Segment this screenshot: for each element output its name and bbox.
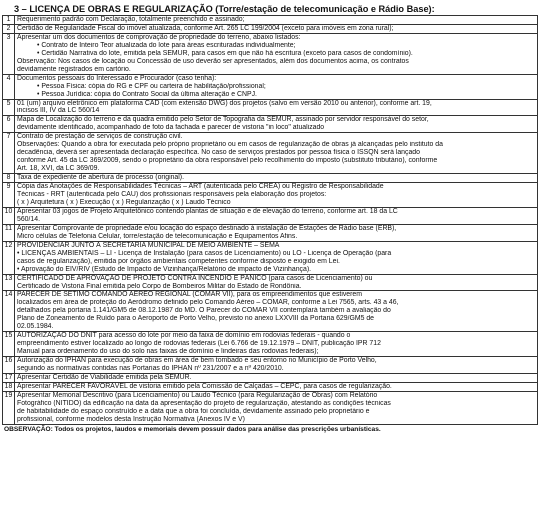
requirement-text-line: Apresentar Certidão de Viabilidade emitida pela SEMUR.	[17, 373, 192, 381]
requirement-text-line: • Pessoa Física: cópia do RG e CPF ou carteira de habilitação/profissional;	[37, 82, 266, 90]
requirement-text	[15, 16, 538, 25]
requirement-row	[3, 357, 538, 374]
requirement-text-line: 560/14.	[17, 215, 40, 223]
requirement-text-line: Micro células de Telefonia Celular, torre/estação de telecomunicação e Equipamentos Afins.	[17, 232, 298, 240]
requirement-text-line: • Pessoa Jurídica: cópia do Contrato Social da última alteração e CNPJ.	[37, 90, 257, 98]
requirement-row	[3, 24, 538, 33]
requirement-text	[15, 274, 538, 291]
requirement-text	[15, 99, 538, 116]
requirement-row	[3, 373, 538, 382]
requirements-table-body	[3, 16, 538, 425]
requirement-text	[15, 207, 538, 224]
requirement-text-line: Documentos pessoais do Interessado e Procurador (caso tenha):	[17, 74, 217, 82]
requirement-number: 8	[3, 174, 15, 183]
requirement-text-line: Art. 18, XVI, da LC 369/09.	[17, 165, 100, 173]
requirement-text-line: • Aprovação do EIV/RIV (Estudo de Impacto de Vizinhança/Relatório de impacto de Vizinhança).	[17, 265, 312, 273]
requirement-number: 4	[3, 74, 15, 99]
requirement-row	[3, 332, 538, 357]
requirement-text	[15, 373, 538, 382]
requirement-text-line: casos de regularização), emitida por órgãos ambientais competentes conforme disposto e exigido em Lei.	[17, 257, 340, 265]
requirement-text	[15, 183, 538, 208]
requirement-text-line: devidamente identificado, acompanhado de foto da fachada e parecer de vistoria "in loco" atualizado	[17, 124, 325, 132]
requirement-text-line: Observação: Nos casos de locação ou Concessão de uso deverão ser apresentados, além dos documentos acima, os contratos	[17, 57, 409, 65]
requirement-row	[3, 291, 538, 332]
requirement-text-line: CERTIFICADO DE APROVAÇÃO DE PROJETO CONTRA INCÊNDIO E PÂNICO (para casos de Licenciamento) ou	[17, 274, 373, 282]
requirement-number: 14	[3, 291, 15, 332]
requirement-row	[3, 391, 538, 424]
requirement-text-line: detalhados pela portaria 1.141/GM5 de 08.12.1987 do MD. O Parecer do COMAR VII contemplará também a avaliação do	[17, 307, 391, 315]
requirement-text-line: 02.05.1984.	[17, 323, 54, 331]
requirement-number: 7	[3, 133, 15, 174]
requirement-text	[15, 291, 538, 332]
requirement-text-line: Contrato de prestação de serviços de construção civil.	[17, 133, 183, 141]
requirement-text	[15, 241, 538, 274]
requirement-row	[3, 207, 538, 224]
requirement-row	[3, 133, 538, 174]
requirement-number: 5	[3, 99, 15, 116]
requirement-number: 11	[3, 224, 15, 241]
requirement-text-line: Apresentar PARECER FAVORÁVEL de vistoria emitido pela Comissão de Calçadas – CEPC, para casos de regularização.	[17, 382, 392, 390]
requirement-text-line: AUTORIZAÇÃO DO DNIT para acesso do lote por meio da faixa de domínio em rodovias federais - quando o	[17, 332, 351, 340]
requirement-row	[3, 274, 538, 291]
section-title: 3 – LICENÇA DE OBRAS E REGULARIZAÇÃO (Torre/estação de telecomunicação e Rádio Base):	[14, 4, 435, 14]
requirement-text-line: Taxa de expediente de abertura de processo (original).	[17, 174, 185, 182]
requirement-number: 15	[3, 332, 15, 357]
requirement-text	[15, 357, 538, 374]
requirement-text-line: seguindo as normativas contidas nas Portarias do IPHAN nº 231/2007 e a nº 420/2010.	[17, 365, 284, 373]
requirement-number: 12	[3, 241, 15, 274]
requirement-text-line: empreendimento estiver localizado ao longo de rodovias federais (Lei 6.766 de 19.12.1979 – DNIT, publicação IPR 712	[17, 340, 381, 348]
requirement-text	[15, 382, 538, 391]
requirement-text-line: Cópia das Anotações de Responsabilidades Técnicas – ART (autenticada pelo CREA) ou Registro de Responsabilidade	[17, 183, 384, 191]
requirement-row	[3, 382, 538, 391]
requirement-text-line: Fotográfico (NITIDO) da edificação na data da apresentação do projeto de regularização, atestando as condições técnicas	[17, 399, 391, 407]
requirement-text-line: ( x ) Arquitetura ( x ) Execução ( x ) Regularização ( x ) Laudo Técnico	[17, 198, 231, 206]
footer-note: OBSERVAÇÃO: Todos os projetos, laudos e memoriais devem possuir dados para análise das prescrições urbanísticas.	[4, 425, 381, 433]
requirement-text-line: Apresentar 03 jogos de Projeto Arquitetônico contendo plantas de situação e de elevação do terreno, conforme art. 18 da LC	[17, 207, 398, 215]
requirement-text-line: Certidão de Regularidade Fiscal do imóvel atualizada, conforme Art. 265 LC 199/2004 (exceto para imóveis em zona rural);	[17, 24, 394, 32]
requirement-number: 18	[3, 382, 15, 391]
requirement-text	[15, 33, 538, 74]
requirement-row	[3, 241, 538, 274]
requirement-text-line: profissional, conforme modelos desta Instrução Normativa (Anexos IV e V)	[17, 415, 245, 423]
document-section	[2, 0, 540, 434]
requirement-row	[3, 224, 538, 241]
requirement-row	[3, 16, 538, 25]
requirement-text-line: Manual para ordenamento do uso do solo nas faixas de domínio e lindeiras das rodovias federais);	[17, 348, 319, 356]
requirement-text-line: Observações: Quando a obra for executada pelo próprio proprietário ou em casos de regularização de obras já alcançadas pelo instituto da	[17, 141, 443, 149]
requirement-text-line: PARECER DE SÉTIMO COMANDO AÉREO REGIONAL (COMAR VII), para os empreendimentos que estiverem	[17, 291, 363, 299]
requirement-text	[15, 74, 538, 99]
requirement-row	[3, 74, 538, 99]
requirement-text-line: 01 (um) arquivo eletrônico em plataforma CAD (com extensão DWG) dos projetos (salvo em versão 2010 ou anterior), conforme art. 19,	[17, 99, 432, 107]
requirement-text-line: Apresentar Memorial Descritivo (para Licenciamento) ou Laudo Técnico (para Regularização de Obras) com Relatório	[17, 391, 378, 399]
requirement-text-line: Requerimento padrão com Declaração, totalmente preenchido e assinado;	[17, 16, 245, 23]
requirement-text-line: • Certidão Narrativa do lote, emitida pela SEMUR, para casos em que não há escritura (exceto para casos de condomínio).	[37, 49, 413, 57]
requirement-text-line: • LICENÇAS AMBIENTAIS – LI - Licença de Instalação (para casos de Licenciamento) ou LO - Licença de Operação (para	[17, 249, 392, 257]
requirement-text-line: Mapa de Localização do terreno e da quadra emitido pelo Setor de Topografia da SEMUR, assinado por servidor responsável do setor,	[17, 116, 429, 124]
requirement-text-line: de habitabilidade do espaço construído e a data que a obra foi concluída, devidamente assinado pelo proprietário e	[17, 407, 370, 415]
requirement-text-line: Apresentar um dos documentos de comprovação de propriedade do terreno, abaixo listados:	[17, 33, 301, 41]
requirement-row	[3, 33, 538, 74]
requirement-text-line: Autorização do IPHAN para execução de obras em área de bem tombado e seu entorno no Município de Porto Velho,	[17, 357, 377, 365]
requirement-text	[15, 174, 538, 183]
requirement-number: 2	[3, 24, 15, 33]
requirement-number: 6	[3, 116, 15, 133]
requirements-table	[2, 15, 538, 425]
requirement-number: 3	[3, 33, 15, 74]
requirement-text-line: Certificado de Vistoria Final emitida pelo Corpo de Bombeiros Militar do Estado de Rondônia.	[17, 282, 302, 290]
requirement-text-line: Técnicas - RRT (autenticada pelo CAU) dos profissionais responsáveis pela elaboração dos projetos:	[17, 191, 327, 199]
requirement-text-line: decadência, deverá ser apresentada declaração específica. No caso de serviços prestados por pessoa física o ISSQN será lançado	[17, 149, 420, 157]
requirement-text	[15, 391, 538, 424]
requirement-number: 17	[3, 373, 15, 382]
requirement-row	[3, 116, 538, 133]
requirement-text	[15, 332, 538, 357]
requirement-number: 9	[3, 183, 15, 208]
requirement-number: 1	[3, 16, 15, 25]
requirement-text-line: localizados em área de proteção do Aeródromo definido pelo Comando Aéreo – COMAR, conforme a Lei 7565, arts. 43 a 46,	[17, 299, 399, 307]
requirement-text-line: Apresentar Comprovante de propriedade e/ou locação do espaço destinado à instalação de Estações de Rádio base (ERB),	[17, 224, 397, 232]
requirement-text-line: PROVIDENCIAR JUNTO À SECRETARIA MUNICIPAL DE MEIO AMBIENTE – SEMA	[17, 241, 280, 249]
requirement-text	[15, 24, 538, 33]
requirement-text-line: devidamente registrados em cartório.	[17, 65, 131, 73]
requirement-text-line: Plano de Zoneamento de Ruído para o Aeroporto de Porto Velho, previsto no anexo LXXVIII da Portaria 629/GM5 de	[17, 315, 375, 323]
requirement-row	[3, 183, 538, 208]
requirement-text	[15, 133, 538, 174]
requirement-text	[15, 116, 538, 133]
requirement-row	[3, 99, 538, 116]
requirement-text-line: • Contrato de Inteiro Teor atualizada do lote para áreas escrituradas individualmente;	[37, 41, 296, 49]
requirement-number: 16	[3, 357, 15, 374]
requirement-text	[15, 224, 538, 241]
requirement-text-line: incisos III, IV da LC 560/14	[17, 107, 100, 115]
requirement-text-line: conforme Art. 45 da LC 369/2009, sendo o proprietário da obra responsável pelo recolhimento do imposto (substituto tributário), conforme	[17, 157, 438, 165]
requirement-number: 13	[3, 274, 15, 291]
requirement-row	[3, 174, 538, 183]
requirement-number: 19	[3, 391, 15, 424]
requirement-number: 10	[3, 207, 15, 224]
